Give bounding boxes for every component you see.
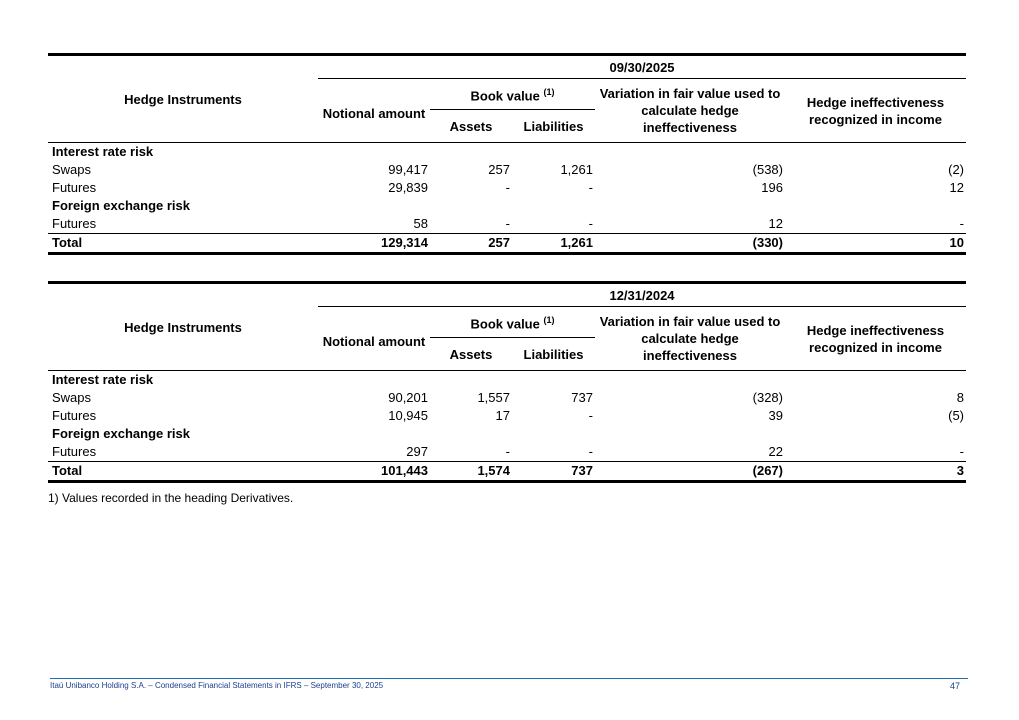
table-row: Futures 297 - - 22 - bbox=[52, 444, 965, 459]
hedge-table-2024 bbox=[48, 281, 966, 483]
group-row: Foreign exchange risk bbox=[52, 426, 190, 441]
header-liabilities: Liabilities bbox=[523, 346, 584, 362]
table-date: 09/30/2025 bbox=[318, 55, 966, 79]
table-row: Futures 10,945 17 - 39 (5) bbox=[52, 408, 965, 423]
table-row: Futures 29,839 - - 196 12 bbox=[52, 180, 965, 195]
total-row: Total 129,314 257 1,261 (330) 10 bbox=[48, 234, 966, 254]
table-date: 12/31/2024 bbox=[318, 283, 966, 307]
header-notional: Notional amount bbox=[322, 334, 426, 349]
footnote: 1) Values recorded in the heading Derivatives. bbox=[48, 491, 294, 505]
table-row: Futures 58 - - 12 - bbox=[52, 216, 965, 231]
footer-text: Itaú Unibanco Holding S.A. – Condensed Financial Statements in IFRS – September 30, 2025 bbox=[50, 681, 384, 690]
group-row: Interest rate risk bbox=[52, 144, 154, 159]
footer-divider bbox=[50, 678, 968, 679]
header-ineffectiveness: Hedge ineffectiveness recognized in income bbox=[806, 322, 945, 355]
header-liabilities: Liabilities bbox=[523, 118, 584, 134]
header-variation: Variation in fair value used to calculate hedge ineffectiveness bbox=[599, 86, 781, 135]
header-hedge-instruments: Hedge Instruments bbox=[124, 319, 242, 335]
header-assets: Assets bbox=[449, 118, 493, 134]
header-book-value: Book value $^{(1)}$ bbox=[430, 307, 595, 338]
header-variation: Variation in fair value used to calculate hedge ineffectiveness bbox=[599, 314, 781, 363]
header-hedge-instruments: Hedge Instruments bbox=[124, 91, 242, 107]
hedge-table-2025 bbox=[48, 53, 966, 255]
total-row: Total 101,443 1,574 737 (267) 3 bbox=[48, 462, 966, 482]
group-row: Interest rate risk bbox=[52, 372, 154, 387]
header-ineffectiveness: Hedge ineffectiveness recognized in income bbox=[806, 94, 945, 127]
table-row: Swaps 99,417 257 1,261 (538) (2) bbox=[52, 162, 965, 177]
header-book-value: Book value $^{(1)}$ bbox=[430, 79, 595, 110]
page-number: 47 bbox=[950, 681, 961, 691]
header-notional: Notional amount bbox=[322, 106, 426, 121]
group-row: Foreign exchange risk bbox=[52, 198, 190, 213]
table-row: Swaps 90,201 1,557 737 (328) 8 bbox=[52, 390, 965, 405]
header-assets: Assets bbox=[449, 346, 493, 362]
